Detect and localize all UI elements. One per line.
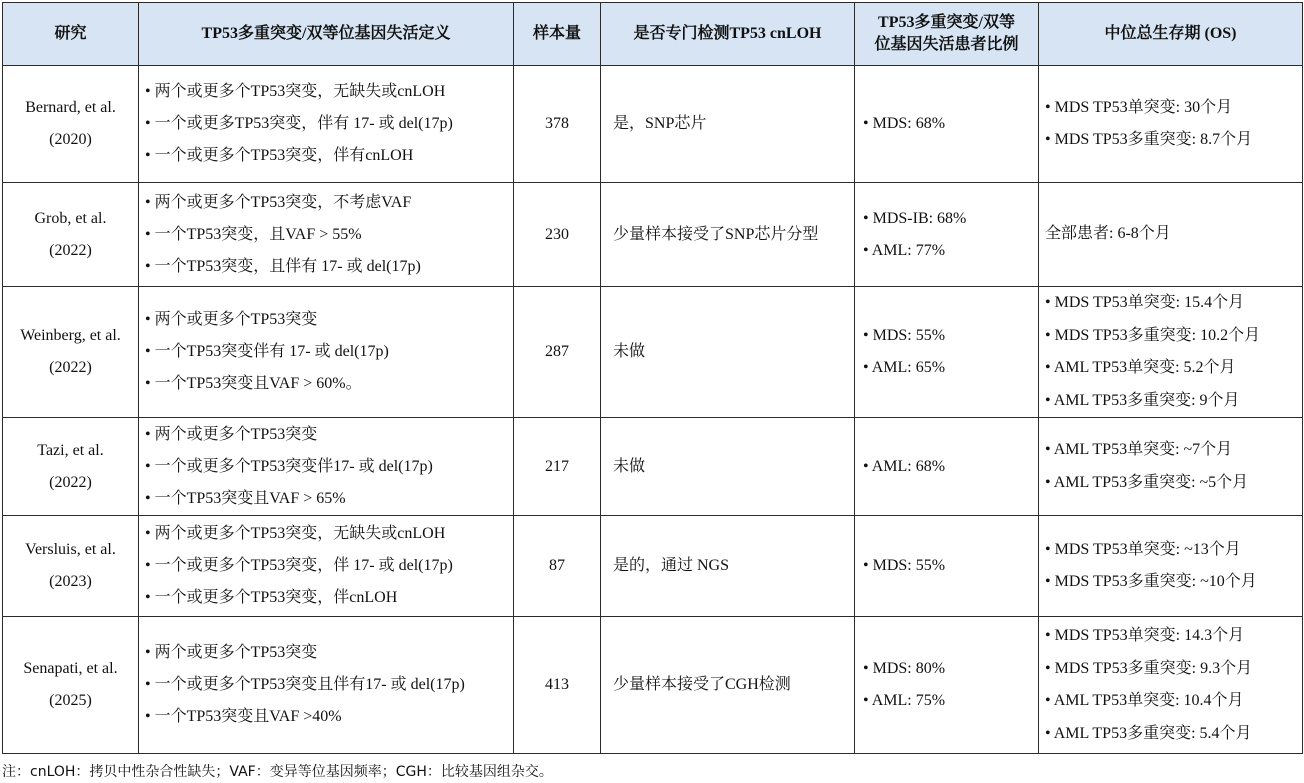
ratio-cell: [855, 183, 1039, 287]
header-median-os: 中位总生存期 (OS): [1039, 3, 1303, 66]
os-item: • MDS TP53多重突变: 10.2个月: [1045, 326, 1261, 344]
study-cell: [3, 183, 139, 287]
study-cell: [3, 617, 139, 754]
study-year: (2023): [49, 573, 92, 590]
study-year: (2022): [49, 359, 92, 376]
sample-size-cell: 287: [514, 287, 601, 418]
ratio-item: • MDS: 55%: [863, 557, 946, 574]
cnloh-detection-cell: 未做: [601, 287, 855, 418]
ratio-item: • MDS: 80%: [863, 660, 946, 677]
table-row: [3, 516, 1303, 617]
study-cell: [3, 66, 139, 183]
definition-item: • 两个或更多个TP53突变，不考虑VAF: [145, 193, 412, 211]
sample-size-cell: 413: [514, 617, 601, 754]
definition-cell: [139, 287, 514, 418]
definition-item: • 一个TP53突变，且VAF > 55%: [145, 225, 362, 243]
ratio-item: • AML: 75%: [863, 692, 946, 709]
ratio-cell: [855, 66, 1039, 183]
study-name: Tazi, et al.: [37, 441, 104, 459]
study-name: Bernard, et al.: [25, 99, 116, 116]
cnloh-detection-cell: 是的，通过 NGS: [601, 516, 855, 617]
header-cnloh-detection: 是否专门检测TP53 cnLOH: [601, 3, 855, 66]
ratio-cell: [855, 516, 1039, 617]
definition-item: • 一个或更多个TP53突变伴17- 或 del(17p): [145, 457, 433, 475]
sample-size-cell: 217: [514, 418, 601, 516]
header-row: [3, 3, 1303, 66]
comparison-table-container: [2, 2, 1302, 754]
os-cell: [1039, 617, 1303, 754]
ratio-cell: [855, 617, 1039, 754]
os-item: 全部患者: 6-8个月: [1045, 225, 1171, 243]
sample-size-cell: 378: [514, 66, 601, 183]
os-item: • MDS TP53单突变: ~13个月: [1045, 540, 1241, 558]
table-row: [3, 66, 1303, 183]
study-year: (2020): [49, 131, 92, 148]
definition-item: • 一个或更多个TP53突变，伴cnLOH: [145, 589, 398, 606]
os-item: • MDS TP53单突变: 14.3个月: [1045, 627, 1245, 644]
cnloh-detection-cell: 少量样本接受了CGH检测: [601, 617, 855, 754]
tp53-studies-table: [2, 2, 1303, 754]
definition-item: • 一个或更多TP53突变，伴有 17- 或 del(17p): [145, 115, 453, 132]
os-item: • AML TP53多重突变: ~5个月: [1045, 473, 1249, 491]
cnloh-detection-cell: 是，SNP芯片: [601, 66, 855, 183]
ratio-item: • MDS: 55%: [863, 327, 946, 344]
table-row: [3, 617, 1303, 754]
definition-item: • 一个TP53突变且VAF > 65%: [145, 489, 346, 507]
definition-item: • 一个TP53突变且VAF >40%: [145, 708, 342, 725]
table-row: [3, 183, 1303, 287]
header-definition: TP53多重突变/双等位基因失活定义: [139, 3, 514, 66]
header-ratio-line1: TP53多重突变/双等: [878, 14, 1015, 31]
ratio-item: • MDS: 68%: [863, 115, 946, 132]
definition-cell: [139, 418, 514, 516]
ratio-item: • AML: 77%: [863, 241, 946, 259]
os-item: • MDS TP53单突变: 30个月: [1045, 98, 1233, 116]
os-cell: [1039, 183, 1303, 287]
os-item: • AML TP53多重突变: 5.4个月: [1045, 724, 1252, 742]
definition-cell: [139, 183, 514, 287]
header-patient-ratio: [855, 3, 1039, 66]
os-item: • MDS TP53单突变: 15.4个月: [1045, 294, 1245, 311]
study-name: Weinberg, et al.: [20, 327, 121, 344]
sample-size-cell: 230: [514, 183, 601, 287]
study-year: (2025): [49, 692, 92, 709]
definition-cell: [139, 66, 514, 183]
definition-item: • 一个TP53突变且VAF > 60%。: [145, 375, 362, 392]
header-ratio-line2: 位基因失活患者比例: [874, 36, 1019, 53]
definition-item: • 两个或更多个TP53突变: [145, 311, 318, 328]
ratio-cell: [855, 418, 1039, 516]
ratio-item: • AML: 68%: [863, 457, 946, 475]
definition-cell: [139, 617, 514, 754]
header-sample-size: 样本量: [514, 3, 601, 66]
definition-item: • 两个或更多个TP53突变，无缺失或cnLOH: [145, 83, 446, 100]
os-item: • MDS TP53多重突变: 9.3个月: [1045, 659, 1253, 677]
definition-item: • 一个TP53突变，且伴有 17- 或 del(17p): [145, 257, 421, 275]
os-cell: [1039, 516, 1303, 617]
definition-item: • 两个或更多个TP53突变: [145, 425, 318, 443]
study-cell: [3, 418, 139, 516]
definition-item: • 一个TP53突变伴有 17- 或 del(17p): [145, 343, 389, 360]
ratio-item: • MDS-IB: 68%: [863, 209, 967, 227]
definition-item: • 一个或更多个TP53突变且伴有17- 或 del(17p): [145, 676, 465, 693]
ratio-item: • AML: 65%: [863, 359, 946, 376]
os-item: • AML TP53单突变: ~7个月: [1045, 441, 1233, 458]
definition-item: • 两个或更多个TP53突变: [145, 644, 318, 661]
os-item: • AML TP53单突变: 5.2个月: [1045, 359, 1236, 376]
definition-item: • 两个或更多个TP53突变，无缺失或cnLOH: [145, 525, 446, 542]
definition-cell: [139, 516, 514, 617]
definition-item: • 一个或更多个TP53突变，伴 17- 或 del(17p): [145, 557, 453, 574]
study-name: Grob, et al.: [34, 209, 107, 227]
os-item: • AML TP53多重突变: 9个月: [1045, 391, 1240, 409]
study-name: Versluis, et al.: [25, 541, 116, 558]
os-item: • AML TP53单突变: 10.4个月: [1045, 692, 1244, 709]
os-cell: [1039, 287, 1303, 418]
sample-size-cell: 87: [514, 516, 601, 617]
definition-item: • 一个或更多个TP53突变，伴有cnLOH: [145, 147, 414, 164]
study-year: (2022): [49, 473, 92, 491]
study-name: Senapati, et al.: [23, 660, 118, 677]
cnloh-detection-cell: 未做: [601, 418, 855, 516]
study-year: (2022): [49, 241, 92, 259]
table-row: [3, 418, 1303, 516]
os-item: • MDS TP53多重突变: 8.7个月: [1045, 131, 1253, 148]
table-row: [3, 287, 1303, 418]
os-cell: [1039, 418, 1303, 516]
os-cell: [1039, 66, 1303, 183]
os-item: • MDS TP53多重突变: ~10个月: [1045, 573, 1257, 590]
table-footnote: 注：cnLOH：拷贝中性杂合性缺失；VAF：变异等位基因频率；CGH：比较基因组杂交。: [2, 764, 553, 780]
study-cell: [3, 516, 139, 617]
study-cell: [3, 287, 139, 418]
header-study: 研究: [3, 3, 139, 66]
cnloh-detection-cell: 少量样本接受了SNP芯片分型: [601, 183, 855, 287]
ratio-cell: [855, 287, 1039, 418]
